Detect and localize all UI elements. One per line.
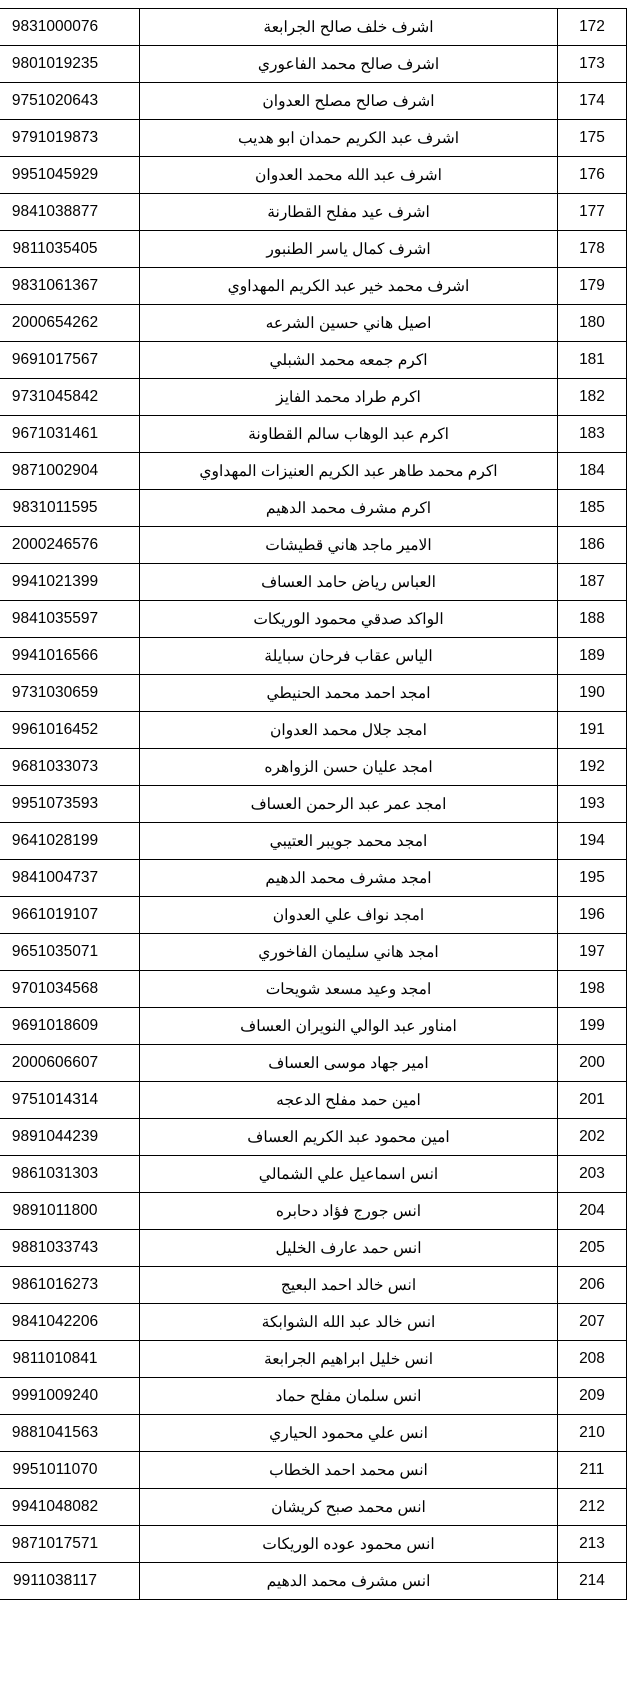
row-name: اكرم عبد الوهاب سالم القطاونة: [140, 416, 558, 453]
row-name: امجد عمر عبد الرحمن العساف: [140, 786, 558, 823]
row-id-number: 9911038117: [0, 1563, 140, 1600]
table-body: [0, 9, 627, 1600]
row-name: امناور عبد الوالي النويران العساف: [140, 1008, 558, 1045]
row-id-number: 9811010841: [0, 1341, 140, 1378]
table-row: [0, 712, 627, 749]
table-row: [0, 1415, 627, 1452]
table-row: [0, 527, 627, 564]
table-row: [0, 860, 627, 897]
row-name: انس خالد احمد البعيج: [140, 1267, 558, 1304]
row-name: اشرف صالح محمد الفاعوري: [140, 46, 558, 83]
row-index: 188: [558, 601, 627, 638]
row-index: 173: [558, 46, 627, 83]
row-id-number: 2000606607: [0, 1045, 140, 1082]
row-id-number: 9881033743: [0, 1230, 140, 1267]
row-id-number: 9841035597: [0, 601, 140, 638]
row-id-number: 9871002904: [0, 453, 140, 490]
table-row: [0, 564, 627, 601]
row-index: 207: [558, 1304, 627, 1341]
row-name: اشرف عبد الكريم حمدان ابو هديب: [140, 120, 558, 157]
row-index: 209: [558, 1378, 627, 1415]
row-id-number: 9991009240: [0, 1378, 140, 1415]
row-id-number: 9841042206: [0, 1304, 140, 1341]
row-id-number: 9951011070: [0, 1452, 140, 1489]
row-id-number: 9831011595: [0, 490, 140, 527]
table-row: [0, 9, 627, 46]
row-name: امجد محمد جويبر العتيبي: [140, 823, 558, 860]
row-index: 213: [558, 1526, 627, 1563]
row-name: امجد عليان حسن الزواهره: [140, 749, 558, 786]
row-name: اشرف محمد خير عبد الكريم المهداوي: [140, 268, 558, 305]
row-name: اصيل هاني حسين الشرعه: [140, 305, 558, 342]
row-id-number: 9891044239: [0, 1119, 140, 1156]
row-index: 197: [558, 934, 627, 971]
row-name: امجد هاني سليمان الفاخوري: [140, 934, 558, 971]
row-index: 177: [558, 194, 627, 231]
row-index: 183: [558, 416, 627, 453]
row-name: انس حمد عارف الخليل: [140, 1230, 558, 1267]
row-index: 203: [558, 1156, 627, 1193]
row-id-number: 9671031461: [0, 416, 140, 453]
row-index: 189: [558, 638, 627, 675]
row-id-number: 9841038877: [0, 194, 140, 231]
row-index: 172: [558, 9, 627, 46]
row-index: 210: [558, 1415, 627, 1452]
row-id-number: 9661019107: [0, 897, 140, 934]
row-name: امين محمود عبد الكريم العساف: [140, 1119, 558, 1156]
row-id-number: 9691018609: [0, 1008, 140, 1045]
row-id-number: 9811035405: [0, 231, 140, 268]
row-index: 187: [558, 564, 627, 601]
row-name: انس محمد صبح كريشان: [140, 1489, 558, 1526]
table-row: [0, 675, 627, 712]
row-id-number: 9891011800: [0, 1193, 140, 1230]
row-id-number: 9751020643: [0, 83, 140, 120]
row-index: 181: [558, 342, 627, 379]
table-row: [0, 157, 627, 194]
row-index: 174: [558, 83, 627, 120]
table-row: [0, 1563, 627, 1600]
row-name: اكرم جمعه محمد الشبلي: [140, 342, 558, 379]
row-index: 178: [558, 231, 627, 268]
row-index: 211: [558, 1452, 627, 1489]
row-id-number: 9651035071: [0, 934, 140, 971]
row-name: اشرف صالح مصلح العدوان: [140, 83, 558, 120]
row-id-number: 9881041563: [0, 1415, 140, 1452]
row-name: انس مشرف محمد الدهيم: [140, 1563, 558, 1600]
table-row: [0, 749, 627, 786]
row-name: امير جهاد موسى العساف: [140, 1045, 558, 1082]
table-row: [0, 1193, 627, 1230]
row-id-number: 9941048082: [0, 1489, 140, 1526]
row-name: انس جورج فؤاد دحابره: [140, 1193, 558, 1230]
table-row: [0, 638, 627, 675]
row-index: 212: [558, 1489, 627, 1526]
row-id-number: 9701034568: [0, 971, 140, 1008]
table-row: [0, 1452, 627, 1489]
row-id-number: 9731045842: [0, 379, 140, 416]
table-row: [0, 1341, 627, 1378]
row-name: اكرم مشرف محمد الدهيم: [140, 490, 558, 527]
row-id-number: 9941021399: [0, 564, 140, 601]
row-index: 191: [558, 712, 627, 749]
row-name: انس سلمان مفلح حماد: [140, 1378, 558, 1415]
table-row: [0, 120, 627, 157]
table-row: [0, 46, 627, 83]
row-index: 204: [558, 1193, 627, 1230]
row-name: اشرف كمال ياسر الطنبور: [140, 231, 558, 268]
row-index: 175: [558, 120, 627, 157]
row-index: 192: [558, 749, 627, 786]
table-row: [0, 490, 627, 527]
table-row: [0, 231, 627, 268]
table-row: [0, 342, 627, 379]
row-name: العباس رياض حامد العساف: [140, 564, 558, 601]
table-row: [0, 601, 627, 638]
table-row: [0, 416, 627, 453]
table-row: [0, 897, 627, 934]
row-index: 196: [558, 897, 627, 934]
table-row: [0, 379, 627, 416]
table-row: [0, 1489, 627, 1526]
row-id-number: 9871017571: [0, 1526, 140, 1563]
row-name: امجد احمد محمد الحنيطي: [140, 675, 558, 712]
row-id-number: 9731030659: [0, 675, 140, 712]
row-id-number: 9951073593: [0, 786, 140, 823]
table-row: [0, 786, 627, 823]
table-row: [0, 823, 627, 860]
table-row: [0, 453, 627, 490]
table-row: [0, 1156, 627, 1193]
table-row: [0, 268, 627, 305]
row-name: انس محمود عوده الوريكات: [140, 1526, 558, 1563]
row-name: الامير ماجد هاني قطيشات: [140, 527, 558, 564]
table-row: [0, 1008, 627, 1045]
table-row: [0, 83, 627, 120]
table-row: [0, 305, 627, 342]
row-id-number: 2000654262: [0, 305, 140, 342]
row-index: 206: [558, 1267, 627, 1304]
row-index: 208: [558, 1341, 627, 1378]
row-index: 185: [558, 490, 627, 527]
table-row: [0, 934, 627, 971]
row-index: 193: [558, 786, 627, 823]
row-id-number: 9861031303: [0, 1156, 140, 1193]
row-index: 214: [558, 1563, 627, 1600]
table-row: [0, 971, 627, 1008]
row-id-number: 9751014314: [0, 1082, 140, 1119]
row-name: اكرم طراد محمد الفايز: [140, 379, 558, 416]
row-index: 199: [558, 1008, 627, 1045]
row-index: 195: [558, 860, 627, 897]
row-name: الياس عقاب فرحان سبايلة: [140, 638, 558, 675]
table-row: [0, 1230, 627, 1267]
row-name: انس خليل ابراهيم الجرابعة: [140, 1341, 558, 1378]
row-name: امجد مشرف محمد الدهيم: [140, 860, 558, 897]
row-id-number: 9641028199: [0, 823, 140, 860]
names-table: [0, 8, 627, 1600]
row-id-number: 9691017567: [0, 342, 140, 379]
row-index: 184: [558, 453, 627, 490]
row-name: اشرف عيد مفلح القطارنة: [140, 194, 558, 231]
row-index: 179: [558, 268, 627, 305]
row-name: امجد وعيد مسعد شويحات: [140, 971, 558, 1008]
row-index: 201: [558, 1082, 627, 1119]
row-index: 202: [558, 1119, 627, 1156]
row-index: 176: [558, 157, 627, 194]
row-id-number: 9801019235: [0, 46, 140, 83]
table-row: [0, 1526, 627, 1563]
row-id-number: 2000246576: [0, 527, 140, 564]
row-id-number: 9961016452: [0, 712, 140, 749]
row-id-number: 9791019873: [0, 120, 140, 157]
table-row: [0, 1267, 627, 1304]
row-index: 190: [558, 675, 627, 712]
row-index: 198: [558, 971, 627, 1008]
row-index: 182: [558, 379, 627, 416]
row-id-number: 9831000076: [0, 9, 140, 46]
row-name: انس محمد احمد الخطاب: [140, 1452, 558, 1489]
row-name: امجد نواف علي العدوان: [140, 897, 558, 934]
row-name: انس اسماعيل علي الشمالي: [140, 1156, 558, 1193]
row-id-number: 9861016273: [0, 1267, 140, 1304]
table-row: [0, 1304, 627, 1341]
row-name: اشرف عبد الله محمد العدوان: [140, 157, 558, 194]
table-row: [0, 1082, 627, 1119]
row-index: 180: [558, 305, 627, 342]
row-name: اشرف خلف صالح الجرابعة: [140, 9, 558, 46]
row-index: 200: [558, 1045, 627, 1082]
row-index: 194: [558, 823, 627, 860]
row-name: انس علي محمود الحياري: [140, 1415, 558, 1452]
row-index: 186: [558, 527, 627, 564]
table-row: [0, 194, 627, 231]
table-row: [0, 1378, 627, 1415]
row-id-number: 9681033073: [0, 749, 140, 786]
row-name: امين حمد مفلح الدعجه: [140, 1082, 558, 1119]
row-name: اكرم محمد طاهر عبد الكريم العنيزات المهداوي: [140, 453, 558, 490]
row-name: الواكد صدقي محمود الوريكات: [140, 601, 558, 638]
row-name: انس خالد عبد الله الشوابكة: [140, 1304, 558, 1341]
row-id-number: 9841004737: [0, 860, 140, 897]
row-id-number: 9951045929: [0, 157, 140, 194]
table-row: [0, 1119, 627, 1156]
row-name: امجد جلال محمد العدوان: [140, 712, 558, 749]
row-id-number: 9831061367: [0, 268, 140, 305]
table-row: [0, 1045, 627, 1082]
row-index: 205: [558, 1230, 627, 1267]
row-id-number: 9941016566: [0, 638, 140, 675]
